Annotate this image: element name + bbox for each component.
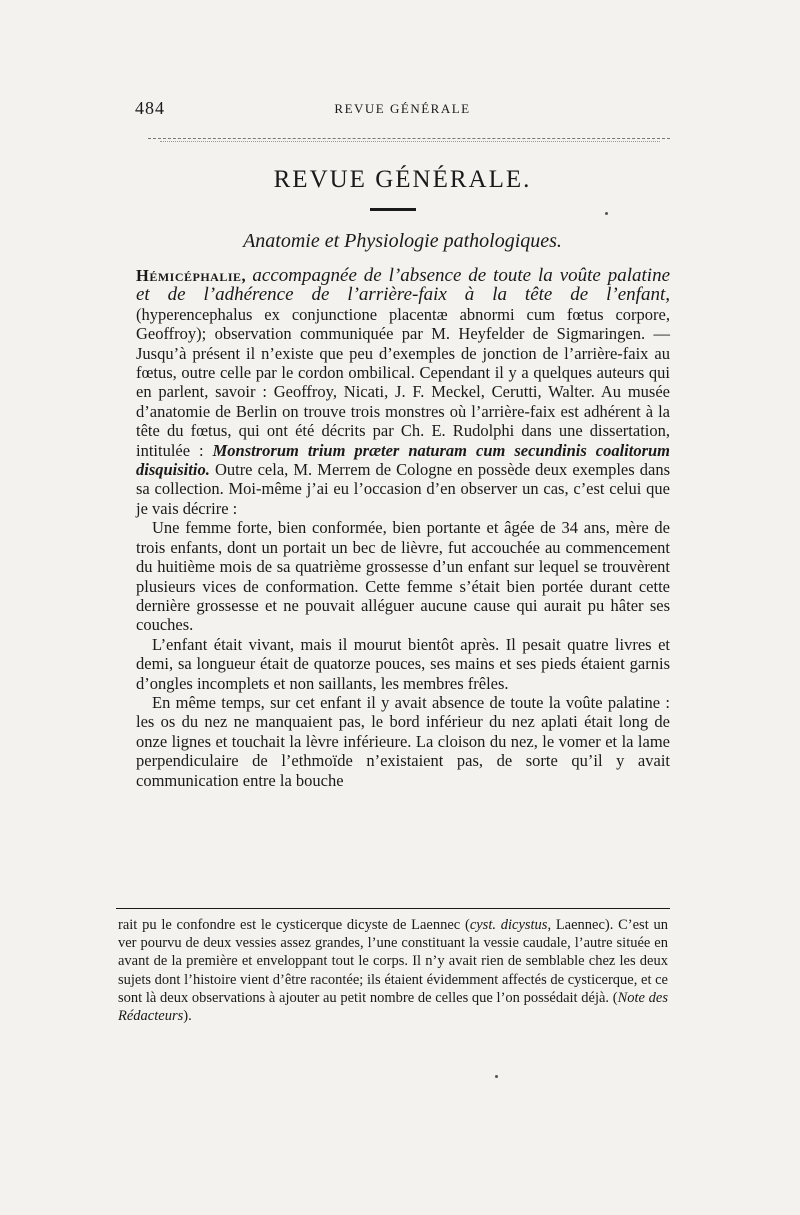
paragraph-1-text-b: Outre cela, M. Merrem de Cologne en possède deux exemples dans sa collection. Moi-même j’ai eu l’occasion d’en observer un cas, c’est celui que je vais décrire : [136, 460, 671, 518]
footnote [118, 916, 668, 1025]
article-headline: accompagnée de l’absence de toute la voûte palatine et de l’adhérence de l’arrière-faix à la tête de l’enfant, [136, 265, 671, 306]
running-title: REVUE GÉNÉRALE [334, 101, 471, 116]
paragraph-3: L’enfant était vivant, mais il mourut bientôt après. Il pesait quatre livres et demi, sa longueur était de quatorze pouces, ses mains et ses pieds étaient garnis d’ongles incomplets et non saillants, les membres frêles. [136, 634, 670, 693]
paragraph-1-text-a: (hyperencephalus ex conjunctione placentæ abnormi cum fœtus corpore, Geoffroy); observation communiquée par M. Heyfelder de Sigmaringen. — Jusqu’à présent il n’existe que peu d’exemples de jonction de l’arrière-faix au fœtus, outre celle par le cordon ombilical. Cependant il y a quelques auteurs qui en parlent, savoir : Geoffroy, Nicati, J. F. Meckel, Cerutti, Walter. Au musée d’anatomie de Berlin on trouve trois monstres où l’arrière-faix est adhérent à la tête du fœtus, qui ont été décrits par Ch. E. Rudolphi dans une dissertation, intitulée : [136, 304, 670, 460]
paragraph-4: En même temps, sur cet enfant il y avait absence de toute la voûte palatine : les os du nez ne manquaient pas, le bord inférieur du nez aplati était long de onze lignes et touchait la lèvre inférieure. La cloison du nez, le vomer et la lame perpendiculaire de l’ethmoïde n’existaient pas, de sorte qu’il y avait communication entre la bouche [136, 692, 670, 790]
page-title: REVUE GÉNÉRALE. [273, 166, 532, 193]
article-body [136, 266, 670, 790]
footnote-text-a: rait pu le confondre est le cysticerque dicyste de Laennec ( [118, 917, 470, 933]
footnote-text-b: , Laennec). C’est un ver pourvu de deux vessies assez grandes, l’une constituant la vessie caudale, l’autre située en avant de la première et enveloppant tout le corps. Il n’y avait rien de semblable chez les deux sujets dont l’histoire vient d’être racontée; ils étaient évidemment affectés de cysticerque, et ce sont là deux observations à ajouter au petit nombre de celles que l’on possédait déjà. ( [118, 917, 668, 1006]
header-rule-secondary [160, 141, 660, 142]
paragraph-1 [136, 266, 670, 518]
footnote-editors-note: Note des Rédacteurs [118, 989, 668, 1025]
print-speck [605, 212, 608, 215]
section-title: Anatomie et Physiologie pathologiques. [243, 230, 562, 252]
print-speck [495, 1075, 498, 1078]
header-rule [148, 138, 670, 139]
page-number: 484 [135, 98, 165, 118]
article-term: Hémicéphalie, [136, 266, 247, 285]
paragraph-2: Une femme forte, bien conformée, bien portante et âgée de 34 ans, mère de trois enfants, dont un portait un bec de lièvre, fut accouchée au commencement du huitième mois de sa quatrième grossesse d’un enfant sur lequel se trouvèrent plusieurs vices de conformation. Cette femme s’était bien portée durant cette dernière grossesse et ne pouvait alléguer aucune cause qui aurait pu hâter ses couches. [136, 518, 670, 635]
footnote-species-name: cyst. dicystus [469, 917, 548, 933]
title-divider [370, 208, 416, 211]
footnote-rule [116, 908, 670, 909]
footnote-text [118, 916, 668, 1025]
running-header [135, 98, 670, 120]
footnote-text-c: ). [183, 1008, 192, 1025]
cited-work-title: Monstrorum trium præter naturam cum secundinis coalitorum disquisitio. [136, 440, 671, 480]
